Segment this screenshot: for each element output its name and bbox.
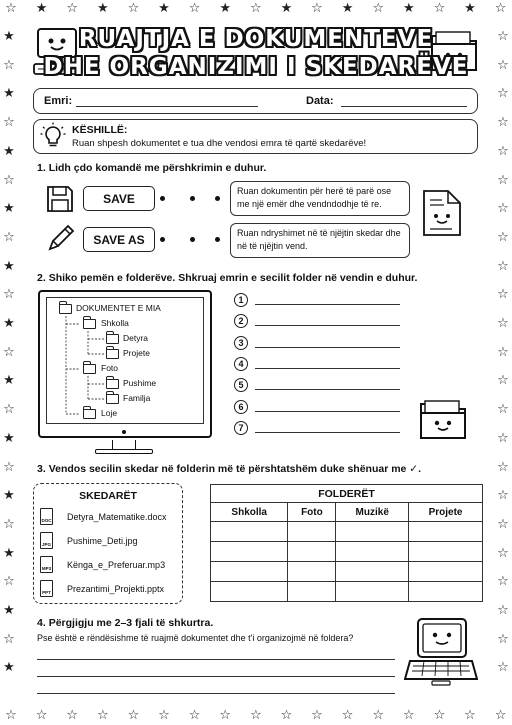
star-icon: ☆ <box>35 708 48 723</box>
star-icon: ☆ <box>3 631 15 647</box>
star-icon: ☆ <box>3 459 15 475</box>
pencil-icon <box>45 224 75 254</box>
star-icon: ☆ <box>127 1 140 16</box>
section4-number: 4. <box>37 617 46 629</box>
document-mascot-icon <box>418 188 464 238</box>
folder-icon <box>83 319 96 329</box>
folder-answer-line[interactable] <box>255 432 400 433</box>
check-cell[interactable] <box>288 562 336 582</box>
star-icon: ☆ <box>497 488 509 504</box>
folder-tree-lines <box>46 297 204 424</box>
section2-number: 2. <box>37 272 46 284</box>
tree-item-label: Shkolla <box>101 318 129 328</box>
star-icon: ★ <box>3 201 15 217</box>
name-date-box <box>33 88 478 114</box>
star-icon: ★ <box>158 1 170 16</box>
tree-item-label: Detyra <box>123 333 149 343</box>
check-cell[interactable] <box>288 542 336 562</box>
star-icon: ☆ <box>497 115 509 131</box>
answer-number: 3 <box>234 336 248 350</box>
star-icon: ☆ <box>3 287 15 303</box>
check-cell[interactable] <box>336 522 409 542</box>
match-dot[interactable] <box>190 196 195 201</box>
star-icon: ★ <box>3 258 15 274</box>
mp3-file-icon: MP3 <box>40 556 53 573</box>
folder-column-header: Projete <box>409 503 483 522</box>
check-cell[interactable] <box>336 582 409 602</box>
check-cell[interactable] <box>336 562 409 582</box>
description-box-2: Ruan ndryshimet në të njëjtin skedar dhe në të njëjtin vend. <box>230 223 410 258</box>
star-icon: ★ <box>35 1 48 16</box>
star-icon: ☆ <box>249 708 262 723</box>
star-icon: ☆ <box>5 708 17 723</box>
answer-number: 6 <box>234 400 248 414</box>
star-icon: ☆ <box>494 1 507 16</box>
laptop-mascot-icon <box>404 615 478 689</box>
answer-line[interactable] <box>37 676 395 677</box>
star-icon: ★ <box>280 1 293 16</box>
star-icon: ☆ <box>3 115 15 131</box>
star-icon: ★ <box>341 1 354 16</box>
file-name: Pushime_Deti.jpg <box>67 535 138 546</box>
answer-number: 4 <box>234 357 248 371</box>
folder-icon <box>106 334 119 344</box>
star-icon: ☆ <box>127 708 140 723</box>
answer-number: 5 <box>234 378 248 392</box>
star-icon: ★ <box>3 316 15 331</box>
folders-table-title: FOLDERËT <box>211 485 483 503</box>
answer-number: 1 <box>234 293 248 307</box>
star-icon: ☆ <box>497 201 509 217</box>
star-icon: ☆ <box>497 373 509 389</box>
section1-number: 1. <box>37 162 46 174</box>
folder-icon <box>83 409 96 419</box>
page-title-line1: RUAJTJA E DOKUMENTEVE <box>78 26 434 52</box>
star-icon: ★ <box>219 1 232 16</box>
match-dot[interactable] <box>160 237 165 242</box>
tip-title: KËSHILLË: <box>72 124 128 136</box>
files-title: SKEDARËT <box>79 490 137 502</box>
name-field[interactable] <box>76 106 258 107</box>
folder-column-header: Shkolla <box>211 503 288 522</box>
section1-title: Lidh çdo komandë me përshkrimin e duhur. <box>48 162 267 174</box>
floppy-disk-icon <box>46 185 74 213</box>
table-row <box>211 522 483 542</box>
save-command-box: SAVE <box>83 186 155 211</box>
folder-answer-line[interactable] <box>255 368 400 369</box>
section3-number: 3. <box>37 463 46 475</box>
jpg-file-icon: JPG <box>40 532 53 549</box>
folder-icon <box>83 364 96 374</box>
star-icon: ☆ <box>3 402 15 418</box>
folder-column-header: Muzikë <box>336 503 409 522</box>
table-row <box>211 542 483 562</box>
star-icon: ☆ <box>497 29 509 44</box>
file-item <box>40 556 165 573</box>
star-icon: ☆ <box>497 402 509 418</box>
monitor-power-dot <box>122 430 126 434</box>
match-dot[interactable] <box>215 237 220 242</box>
answer-line[interactable] <box>37 693 395 694</box>
folder-icon <box>59 304 72 314</box>
star-icon: ☆ <box>497 316 509 331</box>
match-dot[interactable] <box>215 196 220 201</box>
star-icon: ☆ <box>497 172 509 188</box>
folder-mascot-icon <box>417 396 469 442</box>
star-icon: ☆ <box>372 1 385 16</box>
star-icon: ☆ <box>311 708 323 723</box>
check-cell[interactable] <box>409 542 483 562</box>
doc-file-icon: DOC <box>40 508 53 525</box>
answer-number: 2 <box>234 314 248 328</box>
date-field[interactable] <box>341 106 467 107</box>
star-icon: ☆ <box>3 57 15 73</box>
folder-icon <box>106 394 119 404</box>
star-icon: ☆ <box>497 631 509 647</box>
ppt-file-icon: PPT <box>40 580 53 597</box>
section4-question: Pse është e rëndësishme të ruajmë dokumentet dhe t'i organizojmë në foldera? <box>37 633 354 643</box>
star-icon: ☆ <box>188 708 201 723</box>
folder-icon <box>106 349 119 359</box>
star-icon: ☆ <box>497 344 509 360</box>
star-icon: ★ <box>3 603 15 618</box>
check-cell[interactable] <box>409 582 483 602</box>
check-cell[interactable] <box>409 562 483 582</box>
star-icon: ★ <box>3 660 15 676</box>
star-icon: ☆ <box>497 574 509 590</box>
star-icon: ☆ <box>219 708 232 723</box>
star-icon: ☆ <box>311 1 323 16</box>
star-icon: ☆ <box>280 708 293 723</box>
section2-title: Shiko pemën e folderëve. Shkruaj emrin e secilit folder në vendin e duhur. <box>48 272 418 284</box>
star-icon: ★ <box>3 430 15 446</box>
date-label: Data: <box>306 95 334 107</box>
answer-line[interactable] <box>37 659 395 660</box>
star-icon: ☆ <box>158 708 170 723</box>
tree-item-label: Foto <box>101 363 119 373</box>
folder-column-header: Foto <box>288 503 336 522</box>
star-icon: ☆ <box>249 1 262 16</box>
star-icon: ☆ <box>497 57 509 73</box>
section3-title: Vendos secilin skedar në folderin më të përshtatshëm duke shënuar me ✓. <box>48 463 422 475</box>
tip-text: Ruan shpesh dokumentet e tua dhe vendosi emra të qartë skedarëve! <box>72 138 367 149</box>
star-icon: ☆ <box>5 1 17 16</box>
file-item <box>40 508 167 525</box>
star-icon: ☆ <box>96 708 109 723</box>
star-icon: ☆ <box>497 430 509 446</box>
star-icon: ★ <box>3 143 15 159</box>
star-icon: ★ <box>464 1 476 16</box>
check-cell[interactable] <box>211 542 288 562</box>
star-icon: ☆ <box>188 1 201 16</box>
answer-number: 7 <box>234 421 248 435</box>
tree-item-label: Projete <box>123 348 150 358</box>
page-title-line2: DHE ORGANIZIMI I SKEDARËVE <box>43 54 469 80</box>
star-icon: ☆ <box>66 708 79 723</box>
folder-answer-line[interactable] <box>255 304 400 305</box>
tree-item-label: DOKUMENTET E MIA <box>76 303 161 313</box>
tree-item-label: Loje <box>101 408 118 418</box>
check-cell[interactable] <box>211 522 288 542</box>
check-cell[interactable] <box>288 582 336 602</box>
check-cell[interactable] <box>211 562 288 582</box>
folder-answer-line[interactable] <box>255 411 400 412</box>
star-icon: ☆ <box>3 574 15 590</box>
star-icon: ☆ <box>3 344 15 360</box>
section3-heading <box>37 463 421 475</box>
description-box-1: Ruan dokumentin për herë të parë ose me një emër dhe vendndodhje të re. <box>230 181 410 216</box>
star-icon: ☆ <box>433 1 446 16</box>
star-icon: ★ <box>3 29 15 44</box>
star-icon: ☆ <box>3 229 15 245</box>
star-icon: ☆ <box>497 603 509 618</box>
star-icon: ☆ <box>494 708 507 723</box>
star-icon: ★ <box>402 1 415 16</box>
section2-heading <box>37 272 417 284</box>
match-dot[interactable] <box>160 196 165 201</box>
save-as-command-box: SAVE AS <box>83 227 155 252</box>
star-icon: ★ <box>3 545 15 561</box>
star-icon: ☆ <box>497 459 509 475</box>
star-icon: ☆ <box>464 708 476 723</box>
section4-title: Përgjigju me 2–3 fjali të shkurtra. <box>48 617 214 629</box>
star-icon: ★ <box>3 373 15 389</box>
star-icon: ☆ <box>402 708 415 723</box>
star-icon: ★ <box>3 86 15 102</box>
section1-heading <box>37 162 266 174</box>
star-icon: ★ <box>96 1 109 16</box>
star-icon: ☆ <box>497 143 509 159</box>
star-icon: ☆ <box>497 229 509 245</box>
file-item <box>40 580 164 597</box>
tree-item-label: Pushime <box>123 378 157 388</box>
check-cell[interactable] <box>409 522 483 542</box>
folder-answer-line[interactable] <box>255 325 400 326</box>
star-icon: ☆ <box>372 708 385 723</box>
lightbulb-icon <box>40 122 66 150</box>
file-name: Kënga_e_Preferuar.mp3 <box>67 559 166 570</box>
star-icon: ☆ <box>433 708 446 723</box>
star-icon: ☆ <box>497 516 509 532</box>
star-icon: ☆ <box>66 1 79 16</box>
monitor-base <box>95 449 153 454</box>
section4-heading <box>37 617 213 629</box>
folder-answer-line[interactable] <box>255 389 400 390</box>
check-cell[interactable] <box>211 582 288 602</box>
star-icon: ☆ <box>497 660 509 676</box>
star-icon: ☆ <box>497 287 509 303</box>
star-icon: ★ <box>3 488 15 504</box>
star-icon: ☆ <box>497 258 509 274</box>
table-row <box>211 562 483 582</box>
file-name: Prezantimi_Projekti.pptx <box>67 583 165 594</box>
file-item <box>40 532 138 549</box>
star-icon: ☆ <box>3 172 15 188</box>
folder-answer-line[interactable] <box>255 347 400 348</box>
folders-table <box>210 484 483 602</box>
check-cell[interactable] <box>288 522 336 542</box>
match-dot[interactable] <box>190 237 195 242</box>
name-label: Emri: <box>44 95 73 107</box>
tree-item-label: Familja <box>123 393 151 403</box>
star-icon: ☆ <box>497 545 509 561</box>
check-cell[interactable] <box>336 542 409 562</box>
star-icon: ☆ <box>341 708 354 723</box>
file-name: Detyra_Matematike.docx <box>67 511 167 522</box>
star-icon: ☆ <box>3 516 15 532</box>
table-row <box>211 582 483 602</box>
star-icon: ☆ <box>497 86 509 102</box>
folder-icon <box>106 379 119 389</box>
